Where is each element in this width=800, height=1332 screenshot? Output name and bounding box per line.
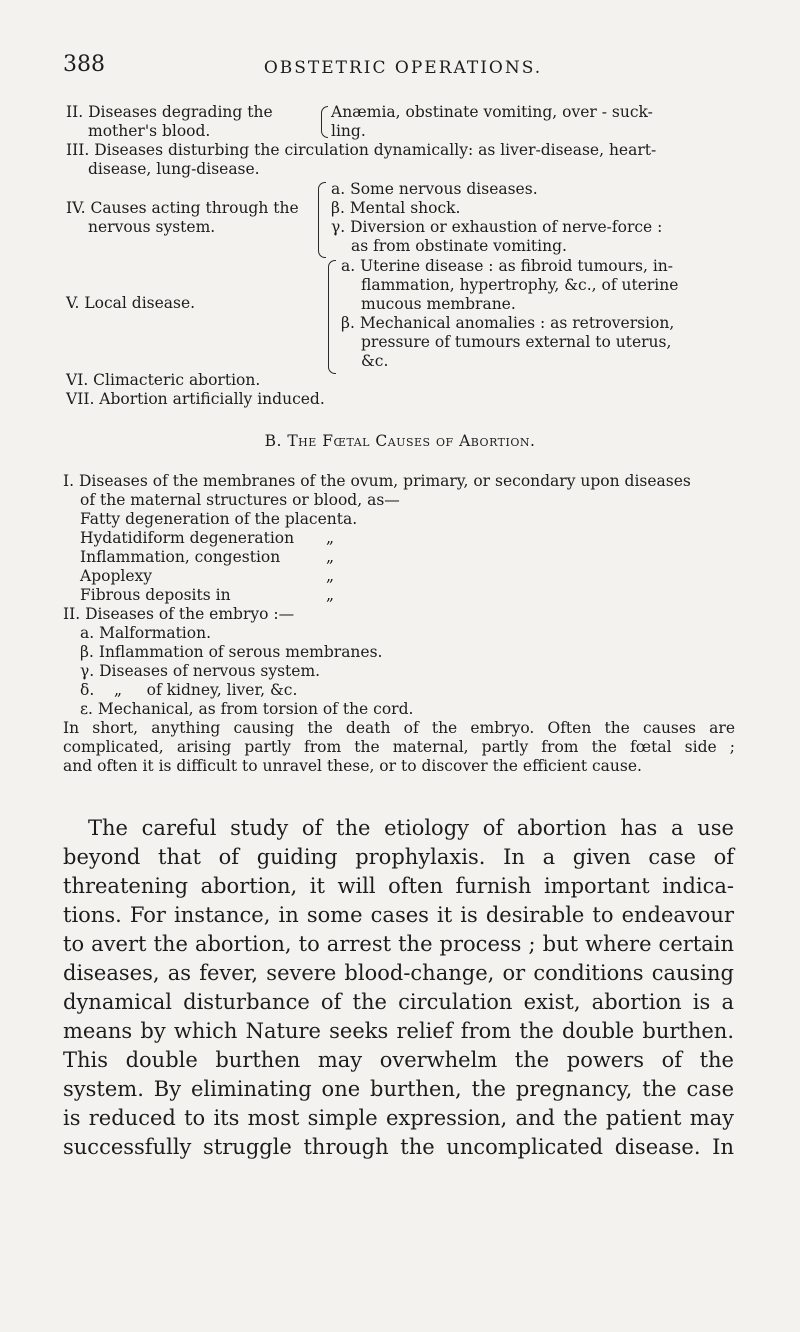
cause-iv-item: a. Some nervous diseases. (331, 180, 538, 198)
ditto-mark: „ (326, 529, 335, 547)
paragraph-line: threatening abortion, it will often furnish important indica- (63, 874, 734, 898)
cause-iii-line2: disease, lung-disease. (88, 160, 260, 178)
cause-iv-item: β. Mental shock. (331, 199, 461, 217)
foetal-i-line1: I. Diseases of the membranes of the ovum, primary, or secondary upon diseases (63, 472, 691, 490)
cause-vi: VI. Climacteric abortion. (66, 371, 261, 389)
embryo-item: γ. Diseases of nervous system. (80, 662, 321, 680)
cause-ii-detail-line1: Anæmia, obstinate vomiting, over - suck- (331, 103, 653, 121)
cause-v-item-continuation: flammation, hypertrophy, &c., of uterine (361, 276, 679, 294)
summary-line: In short, anything causing the death of the embryo. Often the causes are (63, 719, 735, 737)
cause-v-item: a. Uterine disease : as fibroid tumours, in- (341, 257, 674, 275)
brace-ii (321, 106, 328, 138)
cause-iv-label-line2: nervous system. (88, 218, 216, 236)
ditto-mark: „ (326, 548, 335, 566)
ditto-mark: „ (326, 567, 335, 585)
ovum-item: Inflammation, congestion (80, 548, 281, 566)
cause-iv-label-line1: IV. Causes acting through the (66, 199, 299, 217)
page-header (63, 52, 743, 82)
paragraph-line: tions. For instance, in some cases it is desirable to endeavour (63, 903, 734, 927)
page-number: 388 (63, 52, 105, 77)
cause-vii: VII. Abortion artificially induced. (66, 390, 325, 408)
summary-line: complicated, arising partly from the maternal, partly from the fœtal side ; (63, 738, 735, 756)
cause-iv-item: γ. Diversion or exhaustion of nerve-force : (331, 218, 663, 236)
foetal-ii-heading: II. Diseases of the embryo :— (63, 605, 295, 623)
ditto-mark: „ (326, 586, 335, 604)
paragraph-line: is reduced to its most simple expression, and the patient may (63, 1106, 734, 1130)
cause-iv-item-continuation: as from obstinate vomiting. (351, 237, 567, 255)
paragraph-line: This double burthen may overwhelm the powers of the (63, 1048, 734, 1072)
ovum-item: Apoplexy (80, 567, 152, 585)
ovum-item: Fatty degeneration of the placenta. (80, 510, 358, 528)
paragraph-line: dynamical disturbance of the circulation exist, abortion is a (63, 990, 734, 1014)
paragraph-line: system. By eliminating one burthen, the pregnancy, the case (63, 1077, 734, 1101)
running-title: OBSTETRIC OPERATIONS. (263, 58, 543, 78)
cause-ii-label-line2: mother's blood. (88, 122, 211, 140)
paragraph-line: The careful study of the etiology of abortion has a use (88, 816, 734, 840)
cause-v-item-continuation: mucous membrane. (361, 295, 516, 313)
paragraph-line: successfully struggle through the uncomplicated disease. In (63, 1135, 734, 1159)
paragraph-line: beyond that of guiding prophylaxis. In a given case of (63, 845, 734, 869)
embryo-item: a. Malformation. (80, 624, 212, 642)
embryo-item: δ. „ of kidney, liver, &c. (80, 681, 298, 699)
paragraph-line: means by which Nature seeks relief from the double burthen. (63, 1019, 734, 1043)
ovum-item: Fibrous deposits in (80, 586, 231, 604)
cause-ii-label-line1: II. Diseases degrading the (66, 103, 273, 121)
paragraph-line: diseases, as fever, severe blood-change, or conditions causing (63, 961, 734, 985)
cause-v-item-continuation: pressure of tumours external to uterus, (361, 333, 672, 351)
cause-ii-detail-line2: ling. (331, 122, 366, 140)
ovum-item: Hydatidiform degeneration (80, 529, 295, 547)
paragraph-line: to avert the abortion, to arrest the process ; but where certain (63, 932, 734, 956)
summary-line: and often it is difficult to unravel these, or to discover the efficient cause. (63, 757, 642, 775)
embryo-item: β. Inflammation of serous membranes. (80, 643, 383, 661)
cause-iii-line1: III. Diseases disturbing the circulation dynamically: as liver-disease, heart- (66, 141, 657, 159)
embryo-item: ε. Mechanical, as from torsion of the cord. (80, 700, 414, 718)
section-heading: B. The Fœtal Causes of Abortion. (264, 432, 536, 450)
brace-v (328, 260, 336, 374)
foetal-i-line2: of the maternal structures or blood, as— (80, 491, 400, 509)
brace-iv (318, 182, 326, 258)
cause-v-label: V. Local disease. (66, 294, 196, 312)
cause-v-item-continuation: &c. (361, 352, 389, 370)
cause-v-item: β. Mechanical anomalies : as retroversion, (341, 314, 675, 332)
